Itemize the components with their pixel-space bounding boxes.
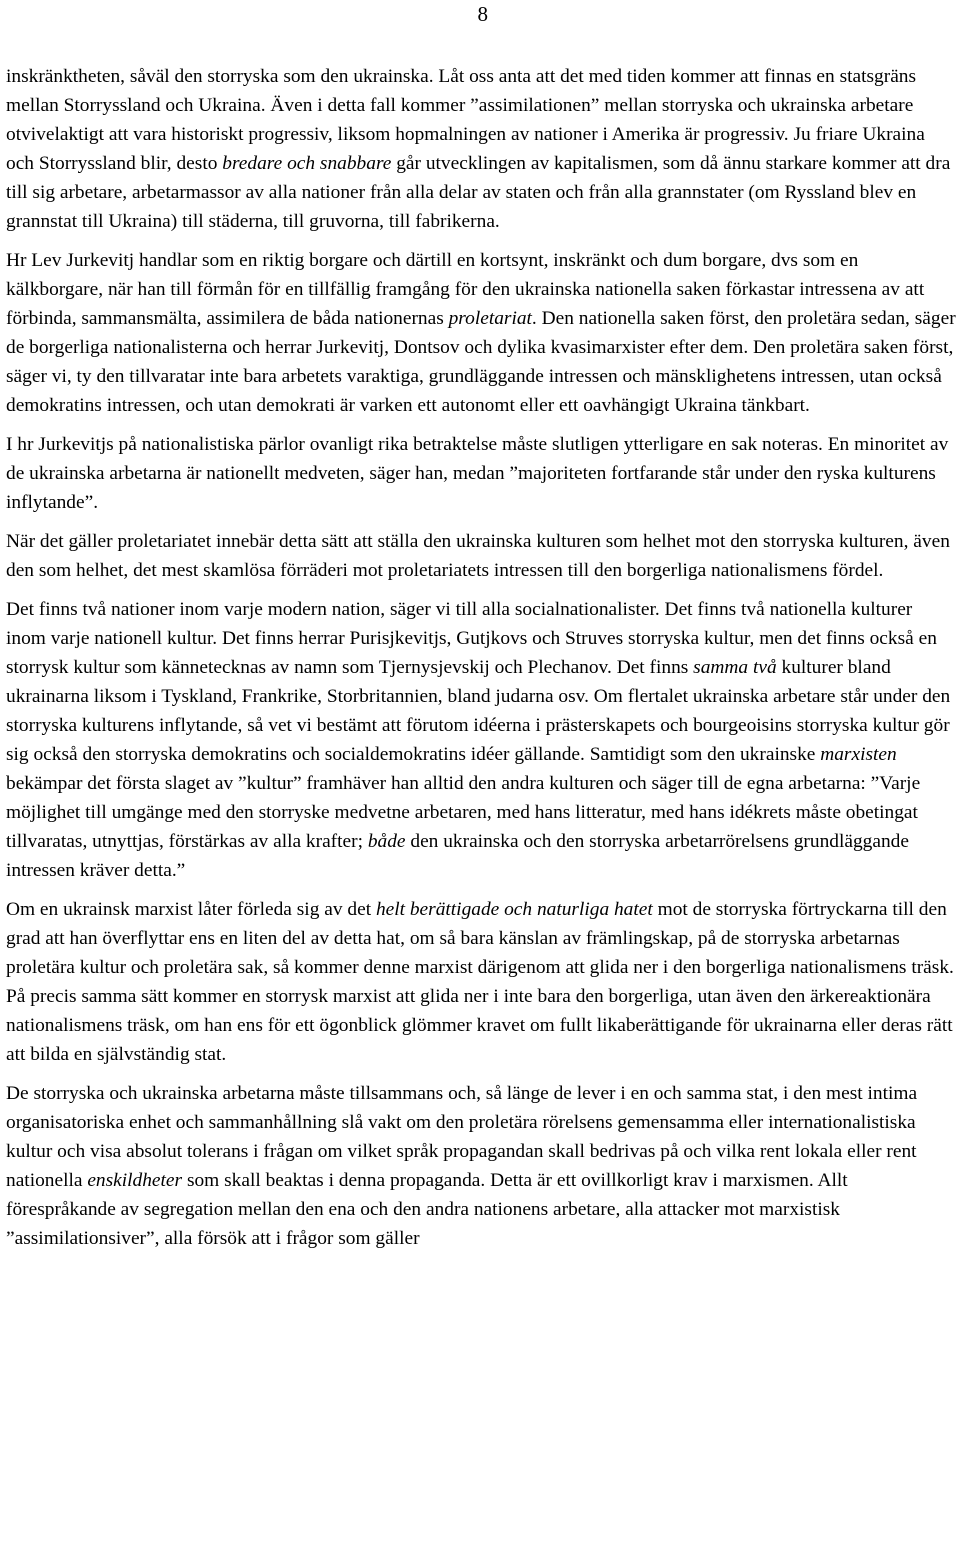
text-run: mot de storryska förtryckarna till den grad att han överflyttar ens en liten del av detta hat, om så bara känslan av främlingskap, på de storryska arbetarnas proletära kultur och proletära sak, så kommer denne marxist därigenom att glida ner i den borgerliga nationalismens träsk. På precis samma sätt kommer en storrysk marxist att glida ner i inte bara den borgerliga, utan även den ärkereaktionära nationalismens träsk, om han ens för ett ögonblick glömmer kravet om fullt likaberättigande för ukrainarna eller deras rätt att bilda en självständig stat. xyxy=(6,899,954,1065)
text-run: bekämpar det första slaget av ”kultur” framhäver han alltid den andra kulturen och säger till de egna arbetarna: ”Varje möjlighet till umgänge med den storryske medvetne arbetaren, med hans litteratur, med hans idékrets måste obetingat tillvaratas, utnyttjas, förstärkas av alla krafter; xyxy=(6,773,921,852)
text-run: När det gäller proletariatet innebär detta sätt att ställa den ukrainska kulturen som helhet mot den storryska kulturen, även den som helhet, det mest skamlösa förräderi mot proletariatets intressen till den borgerliga nationalismens fördel. xyxy=(6,531,950,581)
text-run: går utvecklingen av kapitalismen, som då ännu starkare kommer att dra till sig arbetare, arbetarmassor av alla nationer från alla delar av staten och från alla grannstater (om Ryssland blev en grannstat till Ukraina) till städerna, till gruvorna, till fabrikerna. xyxy=(6,153,951,232)
paragraph xyxy=(6,895,956,1069)
page-number: 8 xyxy=(477,2,488,26)
paragraph xyxy=(6,430,956,517)
text-run: den ukrainska och den storryska arbetarrörelsens grundläggande intressen kräver detta.” xyxy=(6,831,909,881)
text-run: De storryska och ukrainska arbetarna måste tillsammans och, så länge de lever i en och samma stat, i den mest intima organisatoriska enhet och sammanhållning slå vakt om den proletära rörelsens gemensamma eller internationalistiska kultur och visa absolut tolerans i frågan om vilket språk propagandan skall bedrivas på och vilka rent lokala eller rent nationella xyxy=(6,1083,918,1191)
document-body xyxy=(6,62,956,1263)
text-run: som skall beaktas i denna propaganda. Detta är ett ovillkorligt krav i marxismen. Allt förespråkande av segregation mellan den ena och den andra nationens arbetare, alla attacker mot marxistisk ”assimilationsiver”, alla försök att i frågor som gäller xyxy=(6,1170,848,1249)
text-run: inskränktheten, såväl den storryska som den ukrainska. Låt oss anta att det med tiden kommer att finnas en statsgräns mellan Storryssland och Ukraina. Även i detta fall kommer ”assimilationen” mellan storryska och ukrainska arbetare otvivelaktigt att vara historiskt progressiv, liksom hopmalningen av nationer i Amerika är progressiv. Ju friare Ukraina och Storryssland blir, desto xyxy=(6,66,925,174)
text-run: Hr Lev Jurkevitj handlar som en riktig borgare och därtill en kortsynt, inskränkt och dum borgare, dvs som en kälkborgare, när han till förmån för en tillfällig framgång för den ukrainska nationella saken förkastar intressena av att förbinda, sammansmälta, assimilera de båda nationernas xyxy=(6,250,925,329)
italic-text: marxisten xyxy=(820,744,897,765)
paragraph xyxy=(6,246,956,420)
text-run: I hr Jurkevitjs på nationalistiska pärlor ovanligt rika betraktelse måste slutligen ytterligare en sak noteras. En minoritet av de ukrainska arbetarna är nationellt medveten, säger han, medan ”majoriteten fortfarande står under den ryska kulturens inflytande”. xyxy=(6,434,949,513)
paragraph xyxy=(6,1079,956,1253)
italic-text: enskildheter xyxy=(87,1170,183,1191)
italic-text: samma två xyxy=(693,657,777,678)
text-run: kulturer bland ukrainarna liksom i Tyskland, Frankrike, Storbritannien, bland judarna osv. Om flertalet ukrainska arbetare står under den storryska kulturens inflytande, så vet vi bestämt att förutom idéerna i prästerskapets och bourgeoisins storryska kultur gör sig också den storryska demokratins och socialdemokratins idéer gällande. Samtidigt som den ukrainske xyxy=(6,657,951,765)
italic-text: bredare och snabbare xyxy=(222,153,392,174)
text-run: . Den nationella saken först, den proletära sedan, säger de borgerliga nationalisterna och herrar Jurkevitj, Dontsov och dylika kvasimarxister efter dem. Den proletära saken först, säger vi, ty den tillvaratar inte bara arbetets varaktiga, grundläggande intressen och mänsklighetens intressen, utan också demokratins intressen, och utan demokrati är varken ett autonomt eller ett oavhängigt Ukraina tänkbart. xyxy=(6,308,956,416)
italic-text: helt berättigade och naturliga hatet xyxy=(375,899,653,920)
italic-text: proletariat xyxy=(448,308,532,329)
text-run: Om en ukrainsk marxist låter förleda sig av det xyxy=(6,899,376,920)
italic-text: både xyxy=(367,831,406,852)
paragraph xyxy=(6,62,956,236)
paragraph xyxy=(6,527,956,585)
text-run: Det finns två nationer inom varje modern nation, säger vi till alla socialnationalister. Det finns två nationella kulturer inom varje nationell kultur. Det finns herrar Purisjkevitjs, Gutjkovs och Struves storryska kultur, men det finns också en storrysk kultur som kännetecknas av namn som Tjernysjevskij och Plechanov. Det finns xyxy=(6,599,937,678)
paragraph xyxy=(6,595,956,885)
